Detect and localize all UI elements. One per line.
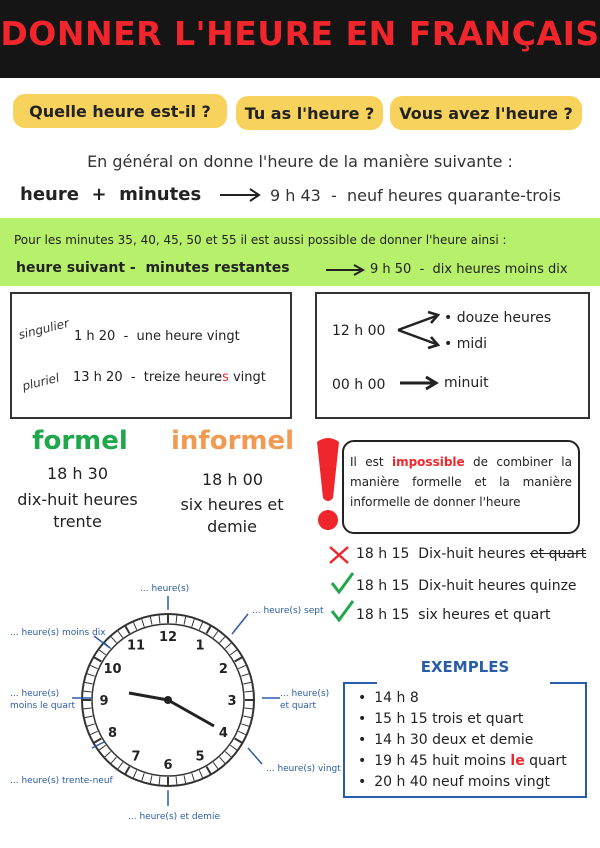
clock-number: 10 [103,662,122,677]
cross-icon [327,544,351,566]
noon-option-1-text: douze heures [456,310,552,326]
alternative-intro: Pour les minutes 35, 40, 45, 50 et 55 il est aussi possible de donner l'heure ainsi : [14,233,507,247]
arrow-icon [398,374,440,392]
clock-number: 7 [131,749,141,765]
clock-number: 9 [99,694,109,709]
plural-example-start: 13 h 20 - treize heure [73,370,223,385]
example-4-end: quart [524,753,567,769]
informel-heading: informel [170,426,295,456]
clock-number: 3 [227,694,237,709]
warning-text-end: de combiner la manière formelle et la manière informelle de donner l'heure [350,455,572,509]
list-item [358,753,567,774]
struck-text: et quart [530,546,587,562]
warning-highlight: impossible [391,455,465,469]
clock-number: 6 [163,758,173,773]
check-line-1 [356,546,586,562]
clock-label-right: ... heure(s) et quart [280,689,330,711]
noon-time: 12 h 00 [332,323,386,339]
question-pill-2: Tu as l'heure ? [236,96,383,130]
check-line-3: 18 h 15 six heures et quart [356,607,551,623]
noon-option-1: • douze heures [444,310,552,326]
clock-number: 12 [158,630,178,645]
check-line-1-text: 18 h 15 Dix-huit heures [356,546,531,562]
check-line-2: 18 h 15 Dix-huit heures quinze [356,578,577,594]
exclamation-icon [313,434,343,534]
plural-example [73,370,266,385]
warning-text-start: Il est [350,455,392,469]
general-intro: En général on donne l'heure de la manière suivante : [87,152,513,171]
singular-label: singulier [17,315,71,343]
example-4-start: 19 h 45 huit moins [374,753,511,769]
clock-number: 4 [218,726,228,741]
split-arrow-icon [396,308,446,352]
arrow-icon [324,262,366,278]
clock-number: 8 [108,726,118,741]
plural-example-end: vingt [228,370,266,385]
noon-option-2: • midi [444,336,488,352]
singular-example: 1 h 20 - une heure vingt [74,329,240,344]
list-item: • 14 h 30 deux et demie [358,732,567,753]
arrow-icon [218,186,262,204]
warning-text [350,452,572,512]
informel-text: six heures et demie [180,495,284,536]
alternative-example: 9 h 50 - dix heures moins dix [370,262,568,277]
formel-heading: formel [32,426,128,456]
clock-number: 5 [195,749,205,765]
clock-number: 2 [218,662,228,677]
plural-label: pluriel [20,370,61,394]
clock-label-left: ... heure(s) moins le quart [10,689,76,711]
general-example: 9 h 43 - neuf heures quarante-trois [270,186,562,205]
noon-option-2-text: midi [456,336,488,352]
list-item: • 14 h 8 [358,690,567,711]
clock-label-top-left: ... heure(s) moins dix [10,628,106,638]
formel-text: dix-huit heures trente [17,490,138,531]
clock-label-top: ... heure(s) [140,584,190,594]
example-4-highlight: le [510,753,525,769]
page-title: DONNER L'HEURE EN FRANÇAIS [0,14,600,53]
examples-list [358,690,567,795]
question-pill-1: Quelle heure est-il ? [13,94,227,128]
alternative-formula: heure suivant - minutes restantes [16,260,290,276]
clock-number: 11 [126,638,146,654]
informel-time: 18 h 00 [201,470,264,489]
clock-label-bottom-left: ... heure(s) trente-neuf [10,776,113,786]
clock-number: 1 [195,638,205,654]
list-item: • 15 h 15 trois et quart [358,711,567,732]
plural-s: s [222,370,229,385]
midnight-time: 00 h 00 [332,377,386,393]
clock-label-bottom: ... heure(s) et demie [128,812,220,822]
examples-heading: EXEMPLES [420,658,510,676]
clock-label-top-right: ... heure(s) sept [252,606,324,616]
clock-label-bottom-right: ... heure(s) vingt [266,764,341,774]
list-item: • 20 h 40 neuf moins vingt [358,774,567,795]
singular-plural-box [10,292,292,419]
question-pill-3: Vous avez l'heure ? [390,96,582,130]
formel-time: 18 h 30 [46,464,109,483]
midnight-label: minuit [444,375,489,391]
general-formula: heure + minutes [20,184,202,205]
